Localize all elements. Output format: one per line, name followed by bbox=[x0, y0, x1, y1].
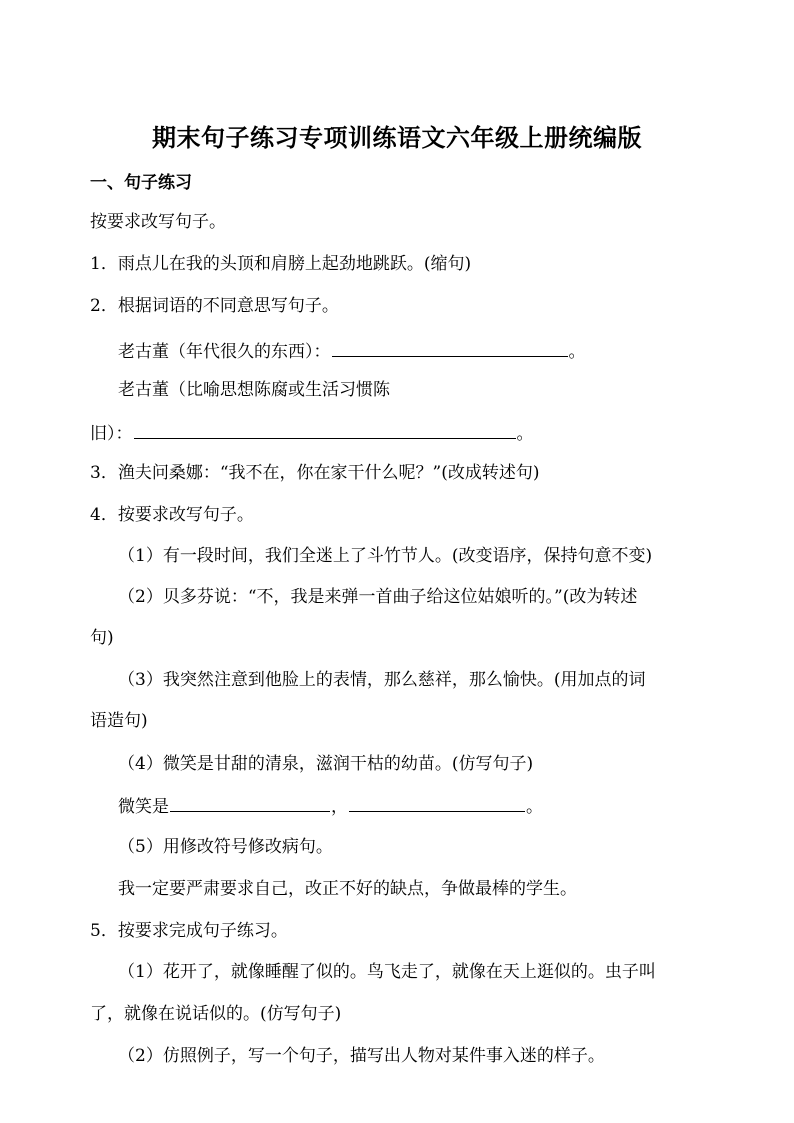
fill-prefix: 微笑是 bbox=[118, 797, 169, 817]
question-2b-line2 bbox=[90, 420, 534, 446]
question-5-1-line2: 了，就像在说话似的。(仿写句子) bbox=[90, 1004, 342, 1024]
period: 。 bbox=[516, 424, 534, 444]
answer-blank-2a[interactable] bbox=[332, 338, 568, 357]
question-3: 3．渔夫问桑娜：“我不在，你在家干什么呢？”(改成转述句) bbox=[90, 463, 540, 483]
sick-sentence: 我一定要严肃要求自己，改正不好的缺点，争做最棒的学生。 bbox=[118, 879, 577, 899]
period: 。 bbox=[568, 342, 586, 362]
question-2a-label: 老古董（年代很久的东西）： bbox=[118, 342, 331, 362]
question-5-2: （2）仿照例子，写一个句子，描写出人物对某件事入迷的样子。 bbox=[118, 1046, 605, 1066]
question-4-4-fill bbox=[118, 793, 543, 819]
question-2a bbox=[118, 338, 586, 364]
question-4-5: （5）用修改符号修改病句。 bbox=[118, 837, 333, 857]
question-2: 2．根据词语的不同意思写句子。 bbox=[90, 296, 339, 316]
answer-blank-2b[interactable] bbox=[134, 420, 516, 439]
instruction-text: 按要求改写句子。 bbox=[90, 212, 226, 232]
question-4-2-line2: 句) bbox=[90, 628, 114, 648]
section-heading: 一、句子练习 bbox=[90, 173, 192, 193]
question-5: 5．按要求完成句子练习。 bbox=[90, 921, 288, 941]
question-2b-label: 旧）： bbox=[90, 424, 133, 444]
question-4-2-line1: （2）贝多芬说：“不，我是来弹一首曲子给这位姑娘听的。”(改为转述 bbox=[118, 587, 638, 607]
question-4-3-line2: 语造句) bbox=[90, 711, 148, 731]
question-4-4: （4）微笑是甘甜的清泉，滋润干枯的幼苗。(仿写句子) bbox=[118, 754, 534, 774]
answer-blank-4-4a[interactable] bbox=[170, 793, 330, 812]
answer-blank-4-4b[interactable] bbox=[349, 793, 525, 812]
question-2b-line1: 老古董（比喻思想陈腐或生活习惯陈 bbox=[118, 380, 390, 400]
question-1: 1．雨点儿在我的头顶和肩膀上起劲地跳跃。(缩句) bbox=[90, 254, 472, 274]
question-5-1-line1: （1）花开了，就像睡醒了似的。鸟飞走了，就像在天上逛似的。虫子叫 bbox=[118, 962, 656, 982]
document-title: 期末句子练习专项训练语文六年级上册统编版 bbox=[152, 124, 642, 152]
question-4: 4．按要求改写句子。 bbox=[90, 505, 254, 525]
comma: ， bbox=[331, 797, 348, 817]
question-4-1: （1）有一段时间，我们全迷上了斗竹节人。(改变语序，保持句意不变) bbox=[118, 546, 653, 566]
question-4-3-line1: （3）我突然注意到他脸上的表情，那么慈祥，那么愉快。(用加点的词 bbox=[118, 670, 646, 690]
period: 。 bbox=[526, 797, 543, 817]
